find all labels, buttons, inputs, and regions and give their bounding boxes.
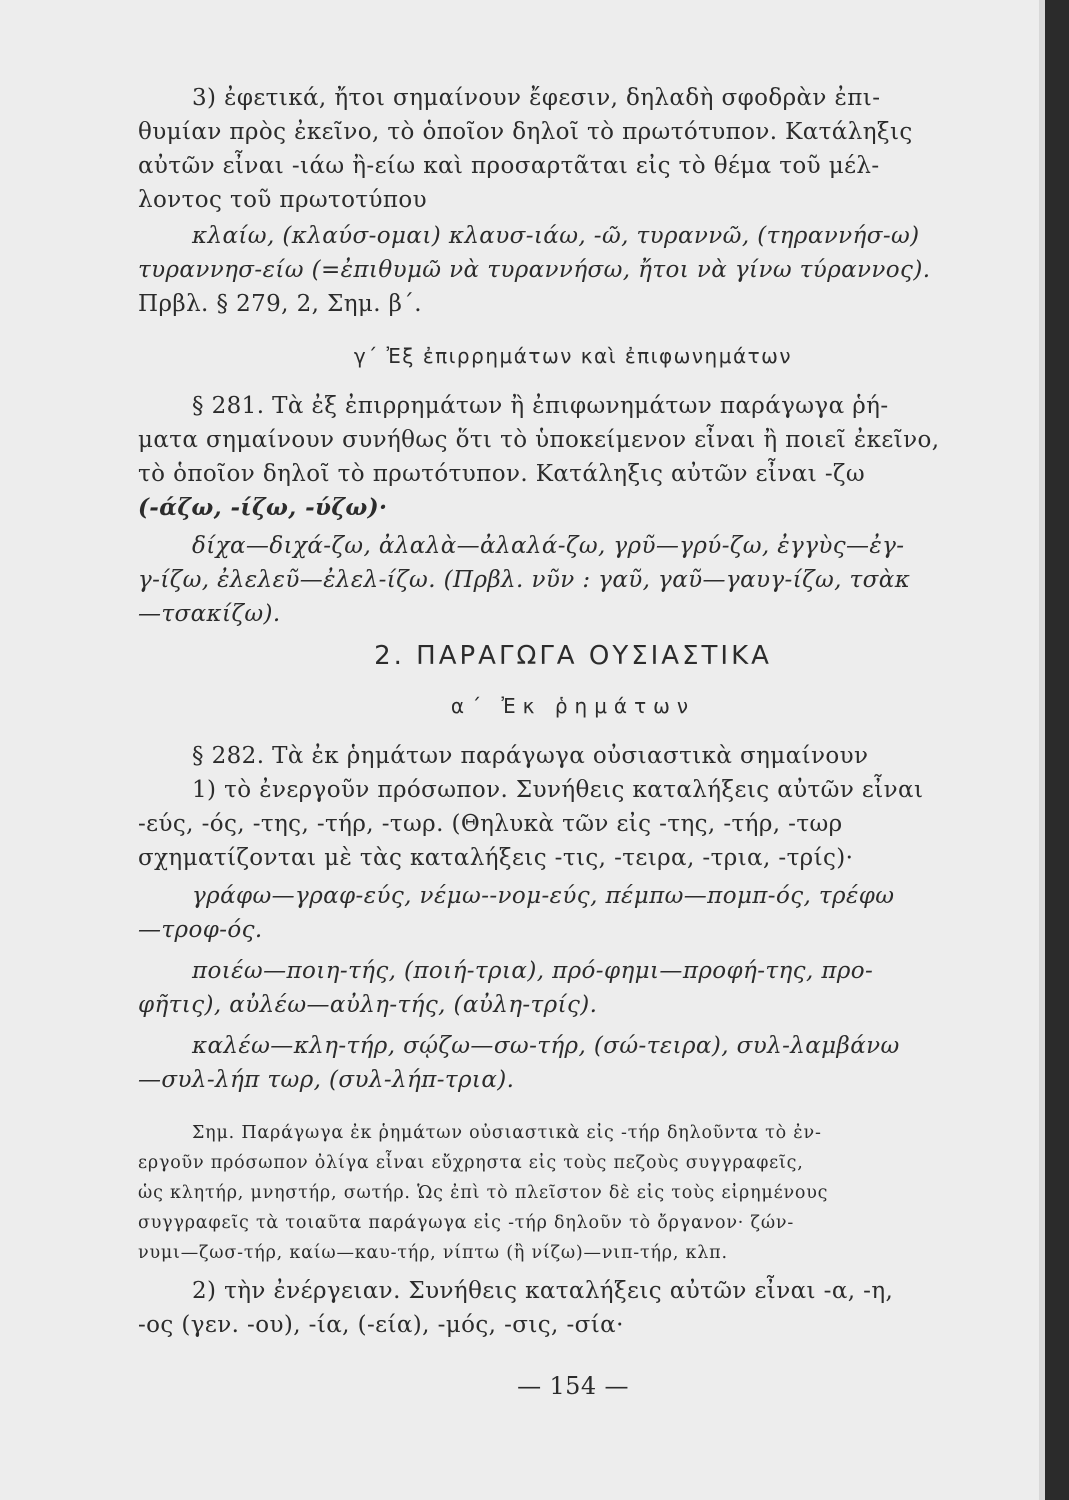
endings-line: (-άζω, -ίζω, -ύζω)· [138, 494, 388, 521]
text-line: -εύς, -ός, -της, -τήρ, -τωρ. (Θηλυκὰ τῶν εἰς -της, -τήρ, -τωρ [138, 811, 843, 837]
example-line: τυραννησ-είω (=ἐπιθυμῶ νὰ τυραννήσω, ἤτοι νὰ γίνω τύραννος). [138, 257, 931, 283]
example-line: γ-ίζω, ἐλελεῦ—ἐλελ-ίζω. (Πρβλ. νῦν : γαῦ, γαῦ—γαυγ-ίζω, τσὰκ [138, 567, 911, 593]
subsection-heading: α΄ Ἐκ ῥημάτων [450, 694, 696, 718]
text-line: Πρβλ. § 279, 2, Σημ. β΄. [138, 291, 422, 317]
subsection-heading: γ΄ Ἐξ ἐπιρρημάτων καὶ ἐπιφωνημάτων [353, 344, 793, 368]
example-line: —τροφ-ός. [138, 917, 263, 943]
note-line: Σημ. Παράγωγα ἐκ ῥημάτων οὐσιαστικὰ εἰς -τήρ δηλοῦντα τὸ ἐν- [192, 1123, 822, 1143]
section-heading: 2. ΠΑΡΑΓΩΓΑ ΟΥΣΙΑΣΤΙΚΑ [374, 641, 772, 671]
page-edge-shadow [1045, 0, 1069, 1500]
text-line: σχηματίζονται μὲ τὰς καταλήξεις -τις, -τειρα, -τρια, -τρίς)· [138, 845, 854, 871]
example-line: —τσακίζω). [138, 601, 281, 627]
example-line: —συλ-λήπ τωρ, (συλ-λήπ-τρια). [138, 1067, 515, 1093]
note-line: συγγραφεῖς τὰ τοιαῦτα παράγωγα εἰς -τήρ δηλοῦν τὸ ὄργανον· ζών- [138, 1213, 795, 1233]
note-line: ὡς κλητήρ, μνηστήρ, σωτήρ. Ὡς ἐπὶ τὸ πλεῖστον δὲ εἰς τοὺς εἰρημένους [138, 1183, 829, 1203]
text-line: 1) τὸ ἐνεργοῦν πρόσωπον. Συνήθεις καταλήξεις αὐτῶν εἶναι [192, 777, 924, 803]
example-line: δίχα—διχά-ζω, ἀλαλὰ—ἀλαλά-ζω, γρῦ—γρύ-ζω, ἐγγὺς—ἐγ- [192, 533, 905, 559]
text-line: 2) τὴν ἐνέργειαν. Συνήθεις καταλήξεις αὐτῶν εἶναι -α, -η, [192, 1278, 894, 1304]
text-line: λοντος τοῦ πρωτοτύπου [138, 187, 428, 213]
example-line: γράφω—γραφ-εύς, νέμω--νομ-εύς, πέμπω—πομπ-ός, τρέφω [192, 883, 895, 909]
text-line: 3) ἐφετικά, ἤτοι σημαίνουν ἔφεσιν, δηλαδὴ σφοδρὰν ἐπι- [192, 85, 881, 111]
section-281-line: § 281. Τὰ ἐξ ἐπιρρημάτων ἢ ἐπιφωνημάτων παράγωγα ῥή- [192, 393, 889, 419]
text-line: -ος (γεν. -ου), -ία, (-εία), -μός, -σις, -σία· [138, 1312, 624, 1338]
section-282-line: § 282. Τὰ ἐκ ῥημάτων παράγωγα οὐσιαστικὰ σημαίνουν [192, 743, 869, 769]
text-line: θυμίαν πρὸς ἐκεῖνο, τὸ ὁποῖον δηλοῖ τὸ πρωτότυπον. Κατάληξις [138, 119, 913, 145]
note-line: εργοῦν πρόσωπον ὀλίγα εἶναι εὔχρηστα εἰς τοὺς πεζοὺς συγγραφεῖς, [138, 1153, 804, 1173]
text-line: ματα σημαίνουν συνήθως ὅτι τὸ ὑποκείμενον εἶναι ἢ ποιεῖ ἐκεῖνο, [138, 427, 940, 453]
text-line: αὐτῶν εἶναι -ιάω ἢ-είω καὶ προσαρτᾶται εἰς τὸ θέμα τοῦ μέλ- [138, 153, 880, 179]
example-line: ποιέω—ποιη-τής, (ποιή-τρια), πρό-φημι—προφή-της, προ- [192, 958, 874, 984]
example-line: φῆτις), αὐλέω—αὐλη-τής, (αὐλη-τρίς). [138, 992, 598, 1018]
note-line: νυμι—ζωσ-τήρ, καίω—καυ-τήρ, νίπτω (ἢ νίζω)—νιπ-τήρ, κλπ. [138, 1243, 728, 1263]
page-number: — 154 — [517, 1372, 629, 1400]
text-line: τὸ ὁποῖον δηλοῖ τὸ πρωτότυπον. Κατάληξις αὐτῶν εἶναι -ζω [138, 461, 866, 487]
example-line: καλέω—κλη-τήρ, σῴζω—σω-τήρ, (σώ-τειρα), συλ-λαμβάνω [192, 1033, 900, 1059]
example-line: κλαίω, (κλαύσ-ομαι) κλαυσ-ιάω, -ῶ, τυραννῶ, (τηραννήσ-ω) [192, 223, 920, 249]
